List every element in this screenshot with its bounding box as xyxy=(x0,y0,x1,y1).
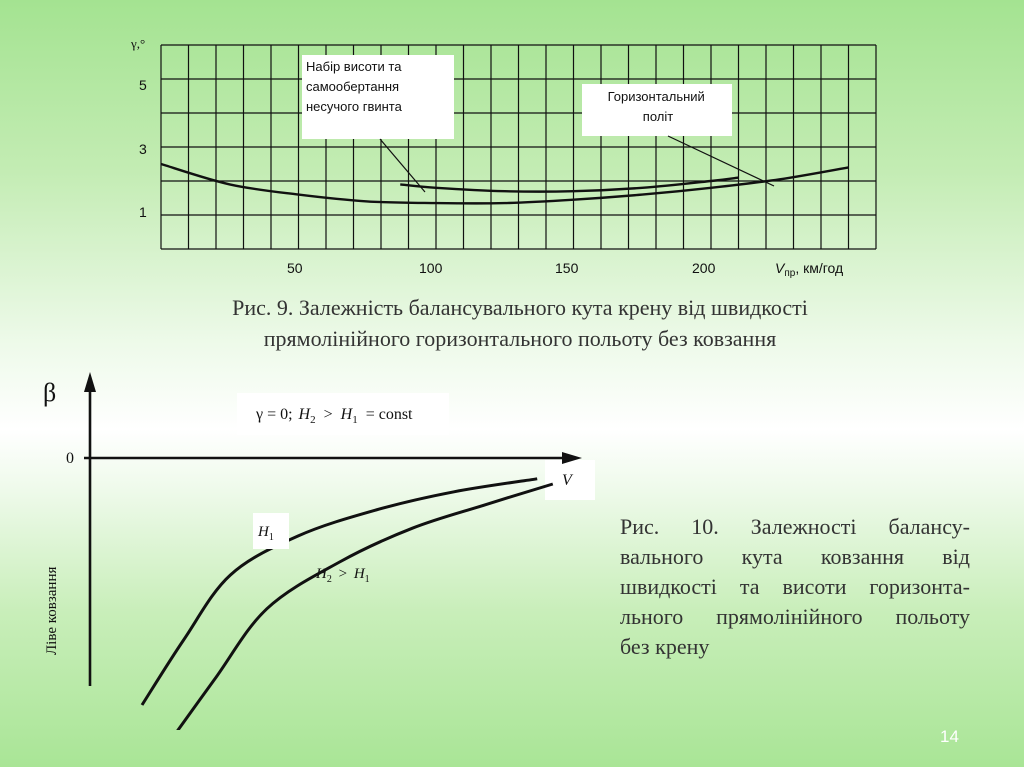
figure10-curve2-label: $H_2$ > $H_1$ xyxy=(316,566,370,585)
figure10-vertical-label: Ліве ковзання xyxy=(44,566,60,655)
figure10-y-axis-arrow xyxy=(84,372,96,392)
figure10-x-axis-symbol: V xyxy=(562,472,572,489)
figure9-y-tick-5: 5 xyxy=(139,77,147,93)
figure9-x-axis-label: $V_{пр}$, км/год xyxy=(775,260,844,279)
figure10-caption-line: льного прямолінійного польоту xyxy=(620,604,970,629)
figure9-caption-line2: прямолінійного горизонтального польоту без ковзання xyxy=(263,326,777,351)
figure9-x-tick-100: 100 xyxy=(419,260,443,276)
figure9-y-tick-1: 1 xyxy=(139,204,147,220)
figure10-curve1-label: $H_1$ xyxy=(258,524,274,543)
figure9-caption xyxy=(120,292,920,354)
figure10-caption xyxy=(620,512,970,662)
figure10-condition: γ = 0; $H_2$ > $H_1$ = const xyxy=(256,406,413,426)
figure9-x-tick-200: 200 xyxy=(692,260,716,276)
figure10-caption-line: без крену xyxy=(620,634,710,659)
figure10-curve-h1 xyxy=(142,479,537,705)
figure10-caption-line: вального кута ковзання від xyxy=(620,544,970,569)
figure10-curve-h2 xyxy=(168,484,553,730)
figure10-y-axis-symbol: β xyxy=(43,378,57,407)
figure9-chart xyxy=(0,0,1024,285)
figure10-caption-line: Рис. 10. Залежності балансу- xyxy=(620,514,970,539)
figure10-zero-label: 0 xyxy=(66,450,74,467)
figure9-x-tick-150: 150 xyxy=(555,260,579,276)
figure9-grid xyxy=(161,45,876,249)
figure9-curve-level-flight xyxy=(161,164,849,203)
figure9-callout-climb: Набір висоти та самообертання несучого гвинта xyxy=(306,59,402,114)
page-number: 14 xyxy=(940,727,959,746)
figure10-caption-line: швидкості та висоти горизонта- xyxy=(620,574,970,599)
figure9-callout-level: Горизонтальний політ xyxy=(607,89,705,124)
figure10-chart xyxy=(0,360,620,730)
figure9-y-tick-3: 3 xyxy=(139,141,147,157)
figure9-caption-line1: Рис. 9. Залежність балансувального кута крену від швидкості xyxy=(232,295,808,320)
figure9-y-axis-label: γ,° xyxy=(131,36,146,51)
figure9-x-tick-50: 50 xyxy=(287,260,303,276)
